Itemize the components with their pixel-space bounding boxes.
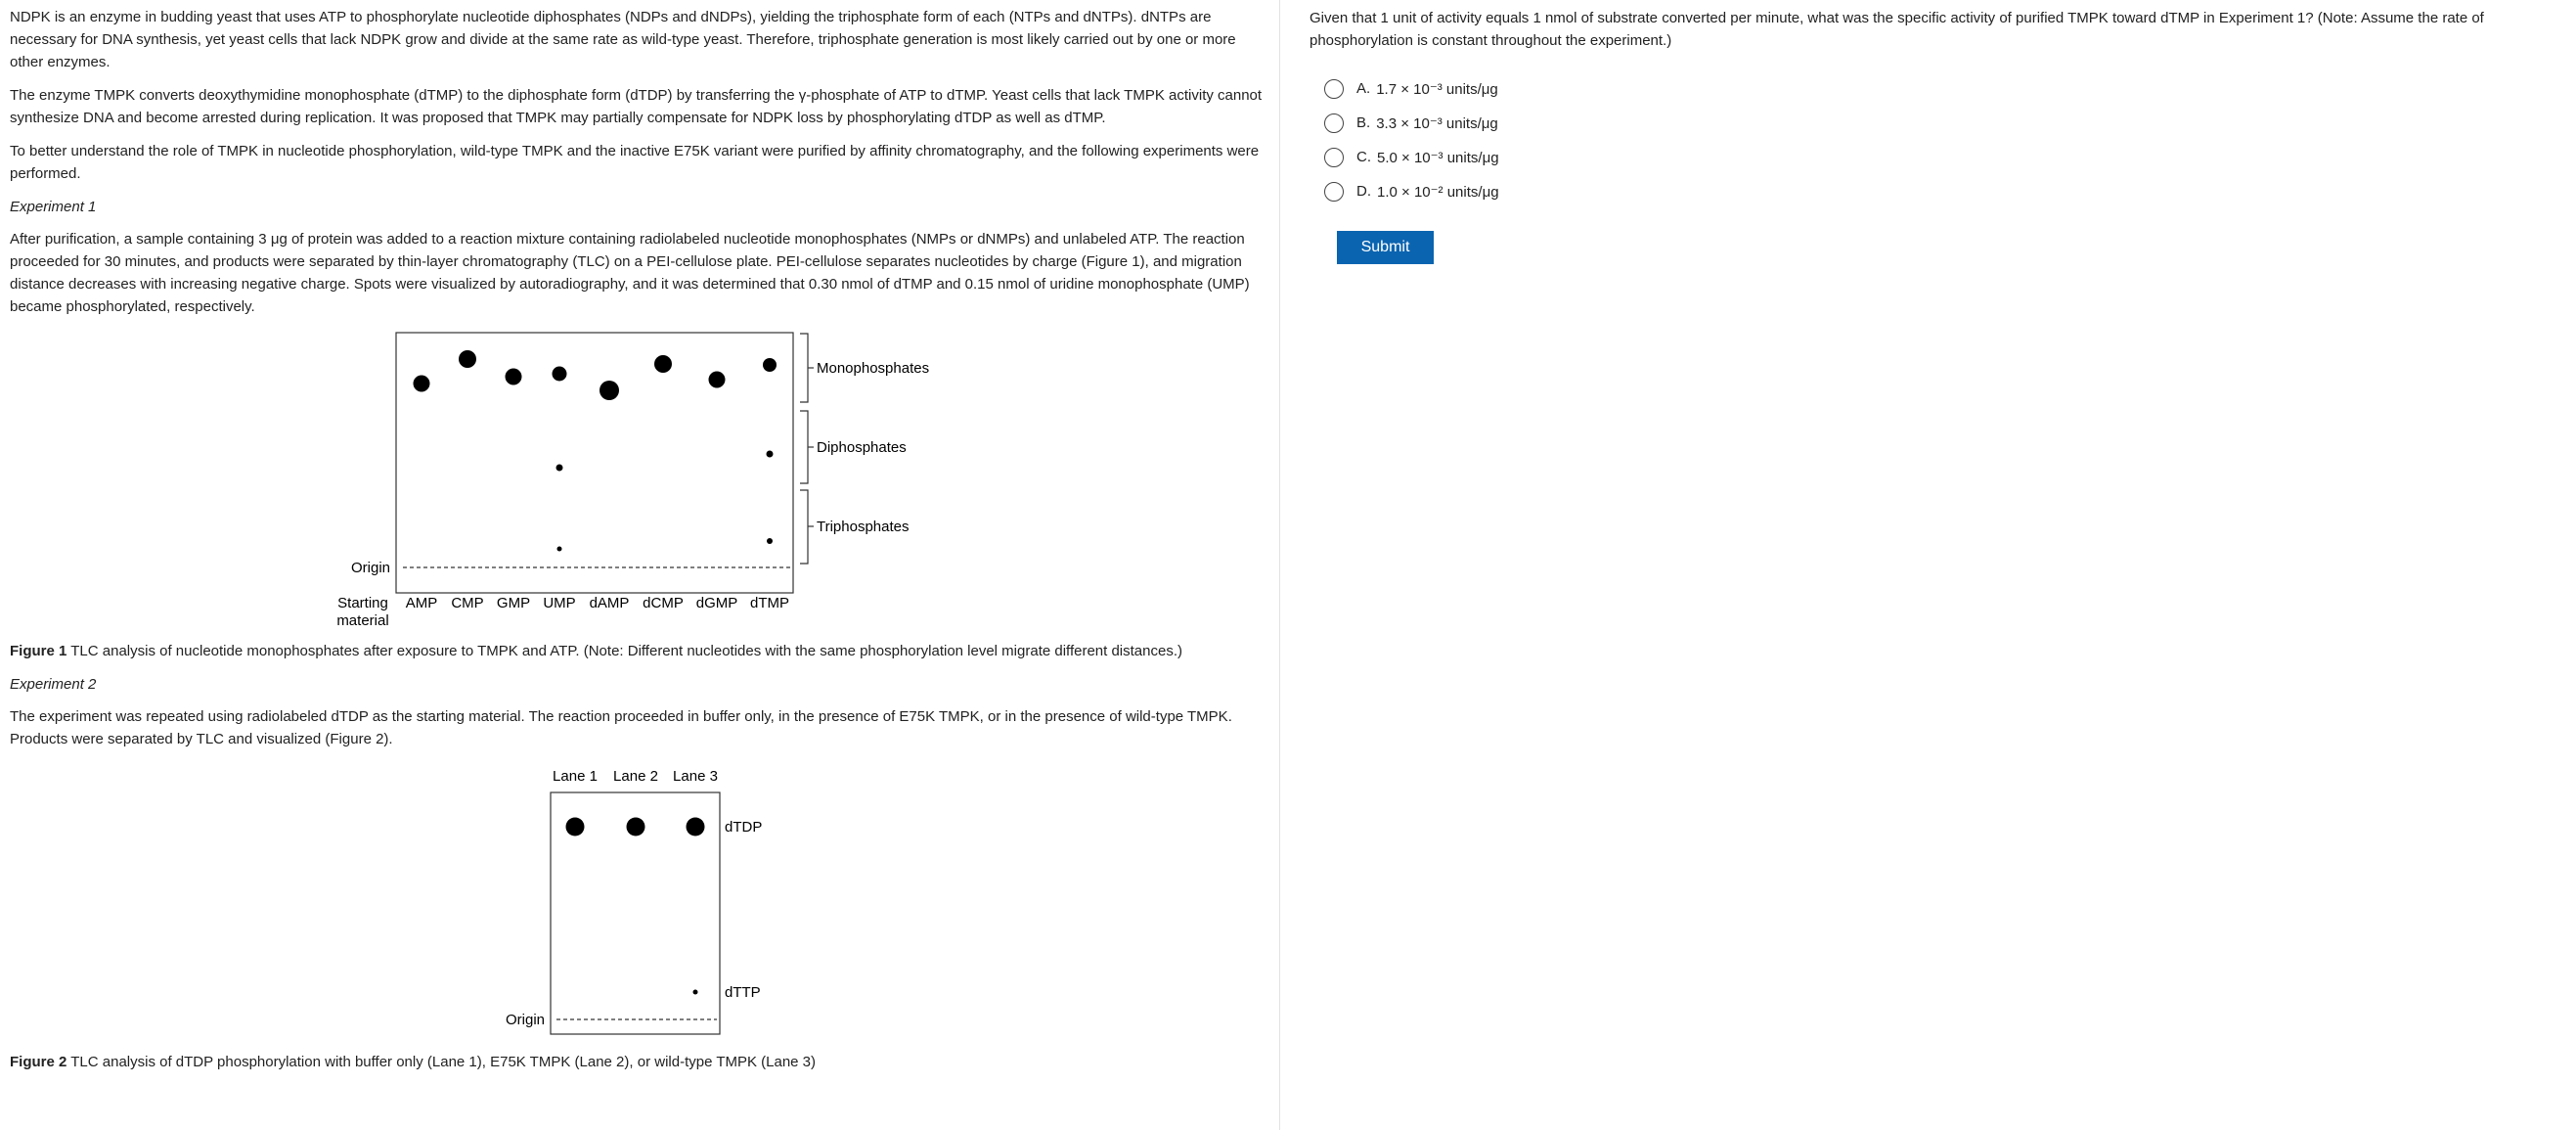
figure-1 <box>10 329 1269 640</box>
spot-ump-di <box>556 465 563 472</box>
origin-label-2: Origin <box>505 1012 545 1028</box>
spot-gmp-mono <box>506 369 522 385</box>
spot-damp-mono <box>600 381 619 400</box>
passage-paragraph-1: NDPK is an enzyme in budding yeast that uses ATP to phosphorylate nucleotide diphosphates (NDPs and dNDPs), yielding the triphosphate form of each (NTPs and dNTPs). dNTPs are necessary for DNA synthesis, yet yeast cells that lack NDPK grow and divide at the same rate as wild-type yeast. Therefore, triphosphate generation is most likely carried out by one or more other enzymes. <box>10 9 1236 70</box>
answer-options <box>1324 71 2576 208</box>
spot-ump-mono <box>553 367 567 382</box>
radio-button-c[interactable] <box>1324 148 1344 167</box>
lane-label-damp: dAMP <box>589 595 630 611</box>
option-a-letter: A. <box>1356 80 1371 97</box>
passage-content <box>0 0 1279 1073</box>
starting-material-label-2: material <box>336 612 389 629</box>
lane-3-label: Lane 3 <box>673 768 718 785</box>
spot-lane2-dtdp <box>627 818 645 836</box>
spot-dcmp-mono <box>654 355 672 373</box>
option-d[interactable] <box>1324 174 2576 208</box>
dttp-label: dTTP <box>725 984 761 1001</box>
spot-dtmp-tri <box>767 538 773 544</box>
experiment-2-text: The experiment was repeated using radiolabeled dTDP as the starting material. The reaction proceeded in buffer only, in the presence of E75K TMPK, or in the presence of wild-type TMPK. Products were separated by TLC and visualized (Figure 2). <box>10 708 1232 747</box>
option-c-text: 5.0 × 10⁻³ units/μg <box>1377 149 1499 166</box>
figure-1-caption <box>10 640 1269 662</box>
lane-label-cmp: CMP <box>451 595 484 611</box>
option-b-letter: B. <box>1356 114 1371 131</box>
lane-1-label: Lane 1 <box>553 768 598 785</box>
experiment-2-heading: Experiment 2 <box>10 676 97 693</box>
spot-dtmp-di <box>767 451 774 458</box>
option-a-text: 1.7 × 10⁻³ units/μg <box>1376 80 1498 98</box>
radio-button-b[interactable] <box>1324 113 1344 133</box>
spot-lane3-dttp <box>693 990 698 995</box>
option-c[interactable] <box>1324 140 2576 174</box>
origin-label: Origin <box>350 560 390 576</box>
option-d-letter: D. <box>1356 183 1371 200</box>
spot-ump-tri <box>557 547 562 552</box>
figure-2-label: Figure 2 <box>10 1054 67 1070</box>
lane-2-label: Lane 2 <box>613 768 658 785</box>
experiment-1-heading: Experiment 1 <box>10 199 97 215</box>
diphosphates-bracket <box>800 411 814 483</box>
question-stem: Given that 1 unit of activity equals 1 nmol of substrate converted per minute, what was the specific activity of purified TMPK toward dTMP in Experiment 1? (Note: Assume the rate of phosphorylation is constant throughout the experiment.) <box>1310 10 2484 49</box>
dtdp-label: dTDP <box>725 819 763 836</box>
figure-1-caption-text: TLC analysis of nucleotide monophosphates after exposure to TMPK and ATP. (Note: Different nucleotides with the same phosphorylation level migrate different distances.) <box>67 643 1182 659</box>
experiment-1-text: After purification, a sample containing 3 μg of protein was added to a reaction mixture containing radiolabeled nucleotide monophosphates (NMPs or dNMPs) and unlabeled ATP. The reaction proceeded for 30 minutes, and products were separated by thin-layer chromatography (TLC) on a PEI-cellulose plate. PEI-cellulose separates nucleotides by charge (Figure 1), and migration distance decreases with increasing negative charge. Spots were visualized by autoradiography, and it was determined that 0.30 nmol of dTMP and 0.15 nmol of uridine monophosphate (UMP) became phosphorylated, respectively. <box>10 231 1250 315</box>
lane-label-dtmp: dTMP <box>749 595 790 611</box>
option-c-letter: C. <box>1356 149 1371 165</box>
diphosphates-label: Diphosphates <box>817 439 907 456</box>
passage-paragraph-2: The enzyme TMPK converts deoxythymidine monophosphate (dTMP) to the diphosphate form (dTDP) by transferring the γ-phosphate of ATP to dTMP. Yeast cells that lack TMPK activity cannot synthesize DNA and become arrested during replication. It was proposed that TMPK may partially compensate for NDPK loss by phosphorylating dTDP as well as dTMP. <box>10 87 1263 126</box>
submit-button[interactable]: Submit <box>1337 231 1434 264</box>
tlc-plate-border <box>396 333 793 593</box>
lane-labels <box>406 595 789 611</box>
monophosphates-label: Monophosphates <box>817 360 930 377</box>
lane-label-ump: UMP <box>543 595 576 611</box>
option-b-text: 3.3 × 10⁻³ units/μg <box>1376 114 1498 132</box>
lane-label-gmp: GMP <box>496 595 531 611</box>
triphosphates-bracket <box>800 490 814 564</box>
monophosphates-bracket <box>800 334 814 402</box>
radio-button-d[interactable] <box>1324 182 1344 202</box>
figure-2-caption <box>10 1051 1269 1073</box>
figure-1-label: Figure 1 <box>10 643 67 659</box>
passage-panel <box>0 0 1280 1130</box>
triphosphates-label: Triphosphates <box>817 519 910 535</box>
question-panel <box>1280 0 2576 1130</box>
lane-label-dcmp: dCMP <box>643 595 684 611</box>
starting-material-label-1: Starting <box>337 595 388 611</box>
lane-label-dgmp: dGMP <box>695 595 738 611</box>
figure-2 <box>10 761 1269 1051</box>
spot-amp-mono <box>414 376 430 392</box>
figure-2-caption-text: TLC analysis of dTDP phosphorylation with buffer only (Lane 1), E75K TMPK (Lane 2), or wild-type TMPK (Lane 3) <box>67 1054 817 1070</box>
option-b[interactable] <box>1324 106 2576 140</box>
lane-label-amp: AMP <box>405 595 438 611</box>
spot-lane1-dtdp <box>566 818 585 836</box>
radio-button-a[interactable] <box>1324 79 1344 99</box>
figure-2-tlc-plate <box>10 761 1269 1051</box>
option-d-text: 1.0 × 10⁻² units/μg <box>1377 183 1499 201</box>
passage-paragraph-3: To better understand the role of TMPK in nucleotide phosphorylation, wild-type TMPK and the inactive E75K variant were purified by affinity chromatography, and the following experiments were performed. <box>10 143 1260 182</box>
spot-cmp-mono <box>459 350 476 368</box>
option-a[interactable] <box>1324 71 2576 106</box>
figure-1-tlc-plate <box>10 329 1269 640</box>
spot-dgmp-mono <box>709 372 726 388</box>
spot-dtmp-mono <box>763 358 777 372</box>
spot-lane3-dtdp <box>687 818 705 836</box>
